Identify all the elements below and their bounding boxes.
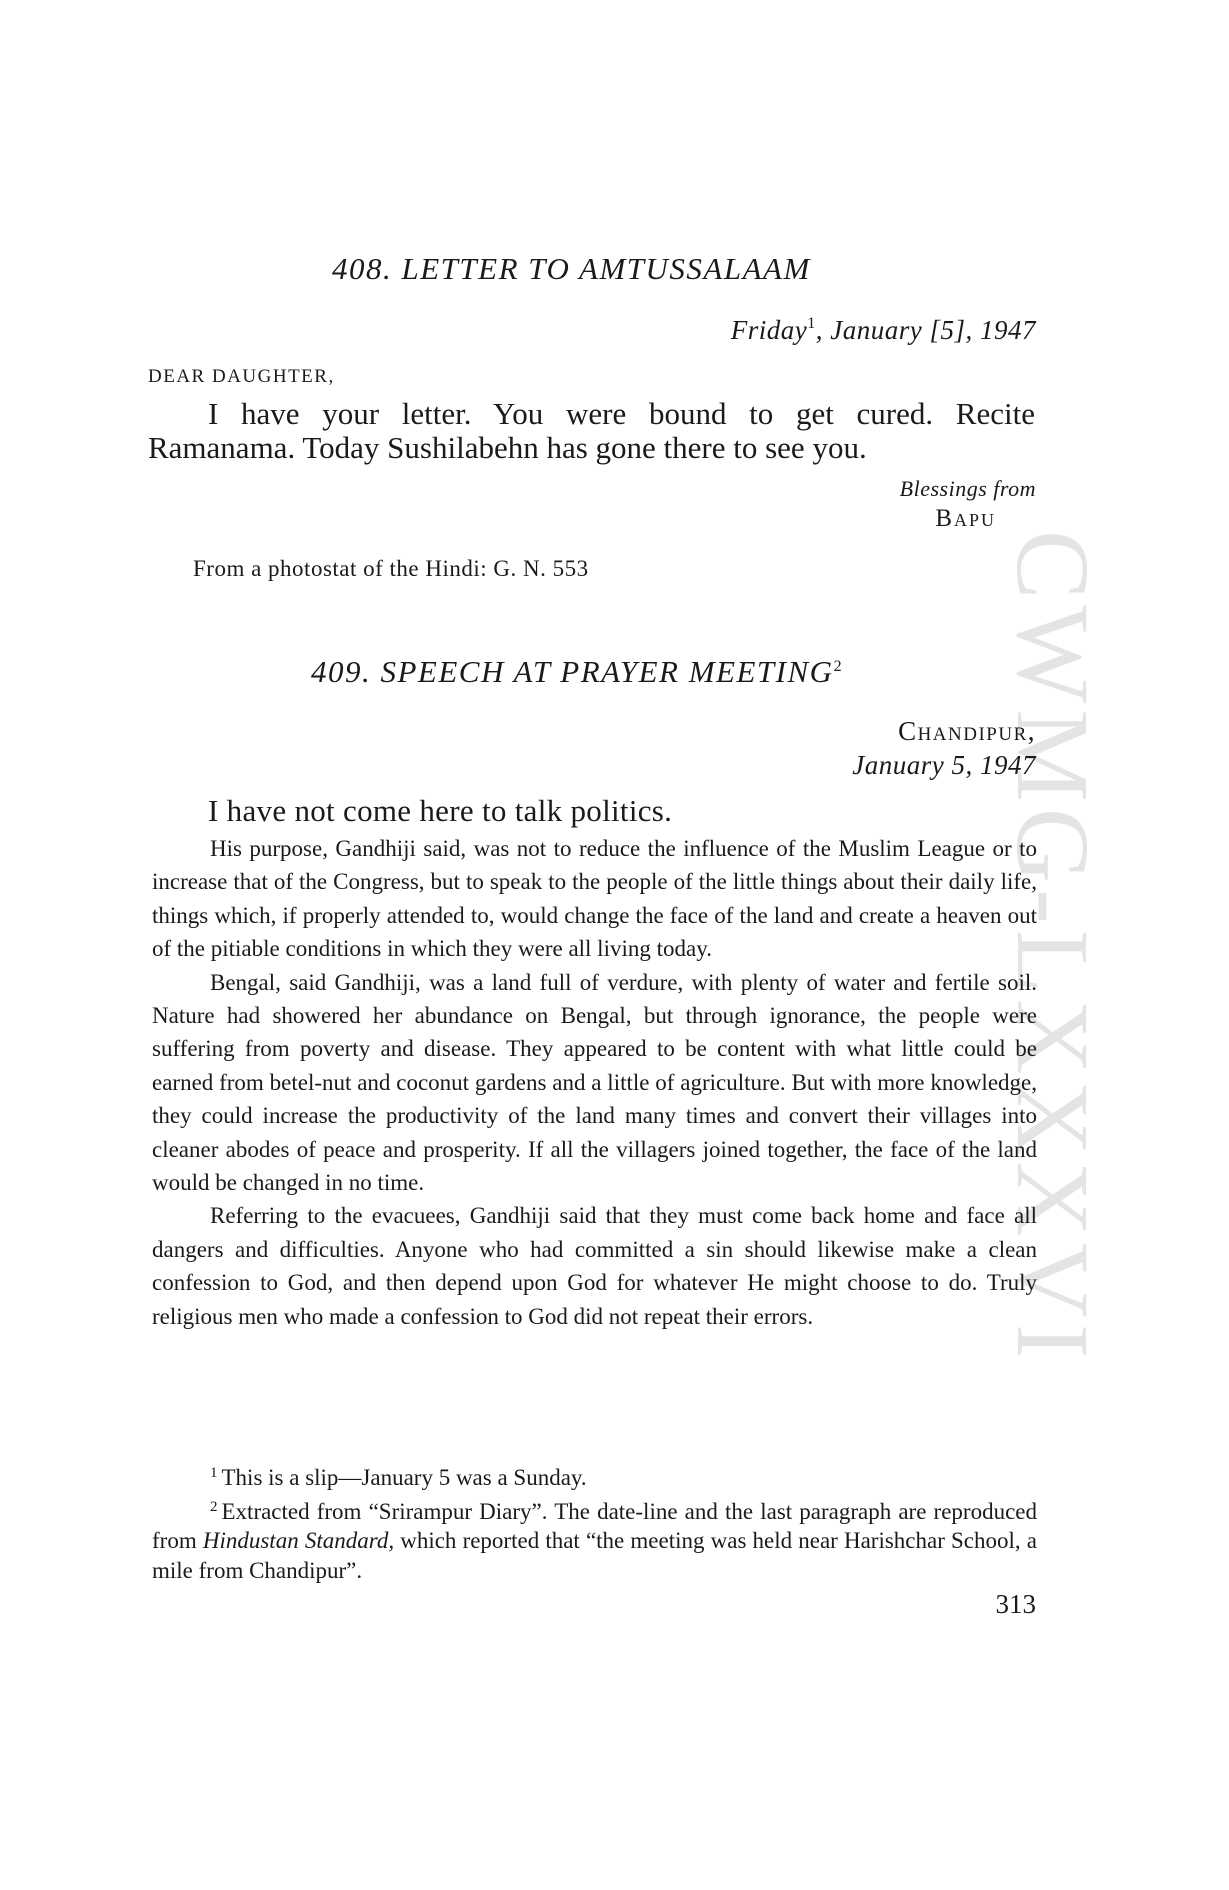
source-note: From a photostat of the Hindi: G. N. 553 — [193, 556, 589, 581]
entry-409-dateline: January 5, 1947 — [852, 750, 1036, 780]
place-line: Chandipur, — [898, 716, 1036, 746]
paragraph: Bengal, said Gandhiji, was a land full of verdure, with plenty of water and fertile soil. Nature had showered her abundance on Bengal, but through ignorance, the people were suffering from poverty and disease. They appeared to be content with what little could be earned from betel-nut and coconut gardens and a little of agriculture. But with more knowledge, they could increase the productivity of the land many times and convert their villages into cleaner abodes of peace and prosperity. If all the villagers joined together, the face of the land would be changed in no time. — [152, 969, 1037, 1196]
entry-409-heading-text: 409. SPEECH AT PRAYER MEETING — [311, 654, 834, 689]
footnote-2-text-start: Extracted from “Srirampur Diary”. The date-line and the last paragraph are reproduced from — [152, 1498, 1037, 1553]
entry-408-heading: 408. LETTER TO AMTUSSALAAM — [332, 251, 811, 286]
dateline-day: Friday — [730, 315, 808, 345]
footnote-ref-2: 2 — [833, 658, 844, 675]
entry-409-heading — [311, 654, 843, 690]
footnote-2-text-end: which reported that “the meeting was held near Harishchar School, a mile from Chandipur”. — [152, 1528, 1038, 1583]
page-number: 313 — [995, 1589, 1036, 1619]
dateline-date: , January [5], 1947 — [815, 315, 1036, 345]
footnote-1 — [152, 1459, 1037, 1493]
salutation: DEAR DAUGHTER, — [148, 366, 335, 387]
footnote-1-mark: 1 — [210, 1465, 218, 1481]
entry-408-dateline — [731, 315, 1036, 346]
footnotes — [152, 1459, 1037, 1585]
letter-body: I have your letter. You were bound to get cured. Recite Ramanama. Today Sushilabehn has gone there to see you. — [148, 396, 1035, 465]
cwmg-watermark: CWMG-LXXXVI — [995, 529, 1110, 1365]
paragraph: Referring to the evacuees, Gandhiji said that they must come back home and face all dangers and difficulties. Anyone who had committed a sin should likewise make a clean confession to God, and then depend upon God for whatever He might choose to do. Truly religious men who made a confession to God did not repeat their errors. — [152, 1203, 1037, 1329]
signature: Bapu — [935, 505, 996, 532]
paragraph: His purpose, Gandhiji said, was not to reduce the influence of the Muslim League or to increase that of the Congress, but to speak to the people of the little things about their daily life, things which, if properly attended to, would change the face of the land and create a heaven out of the pitiable conditions in which they were all living today. — [152, 836, 1037, 962]
footnote-2-newspaper: Hindustan Standard, — [202, 1528, 395, 1553]
footnote-2-mark: 2 — [210, 1498, 218, 1515]
footnote-1-text: This is a slip—January 5 was a Sunday. — [221, 1465, 587, 1490]
footnote-ref-1: 1 — [807, 315, 816, 332]
closing-blessings: Blessings from — [899, 476, 1036, 501]
speech-body — [152, 832, 1037, 1333]
lead-sentence: I have not come here to talk politics. — [208, 793, 673, 828]
footnote-2 — [152, 1493, 1037, 1586]
